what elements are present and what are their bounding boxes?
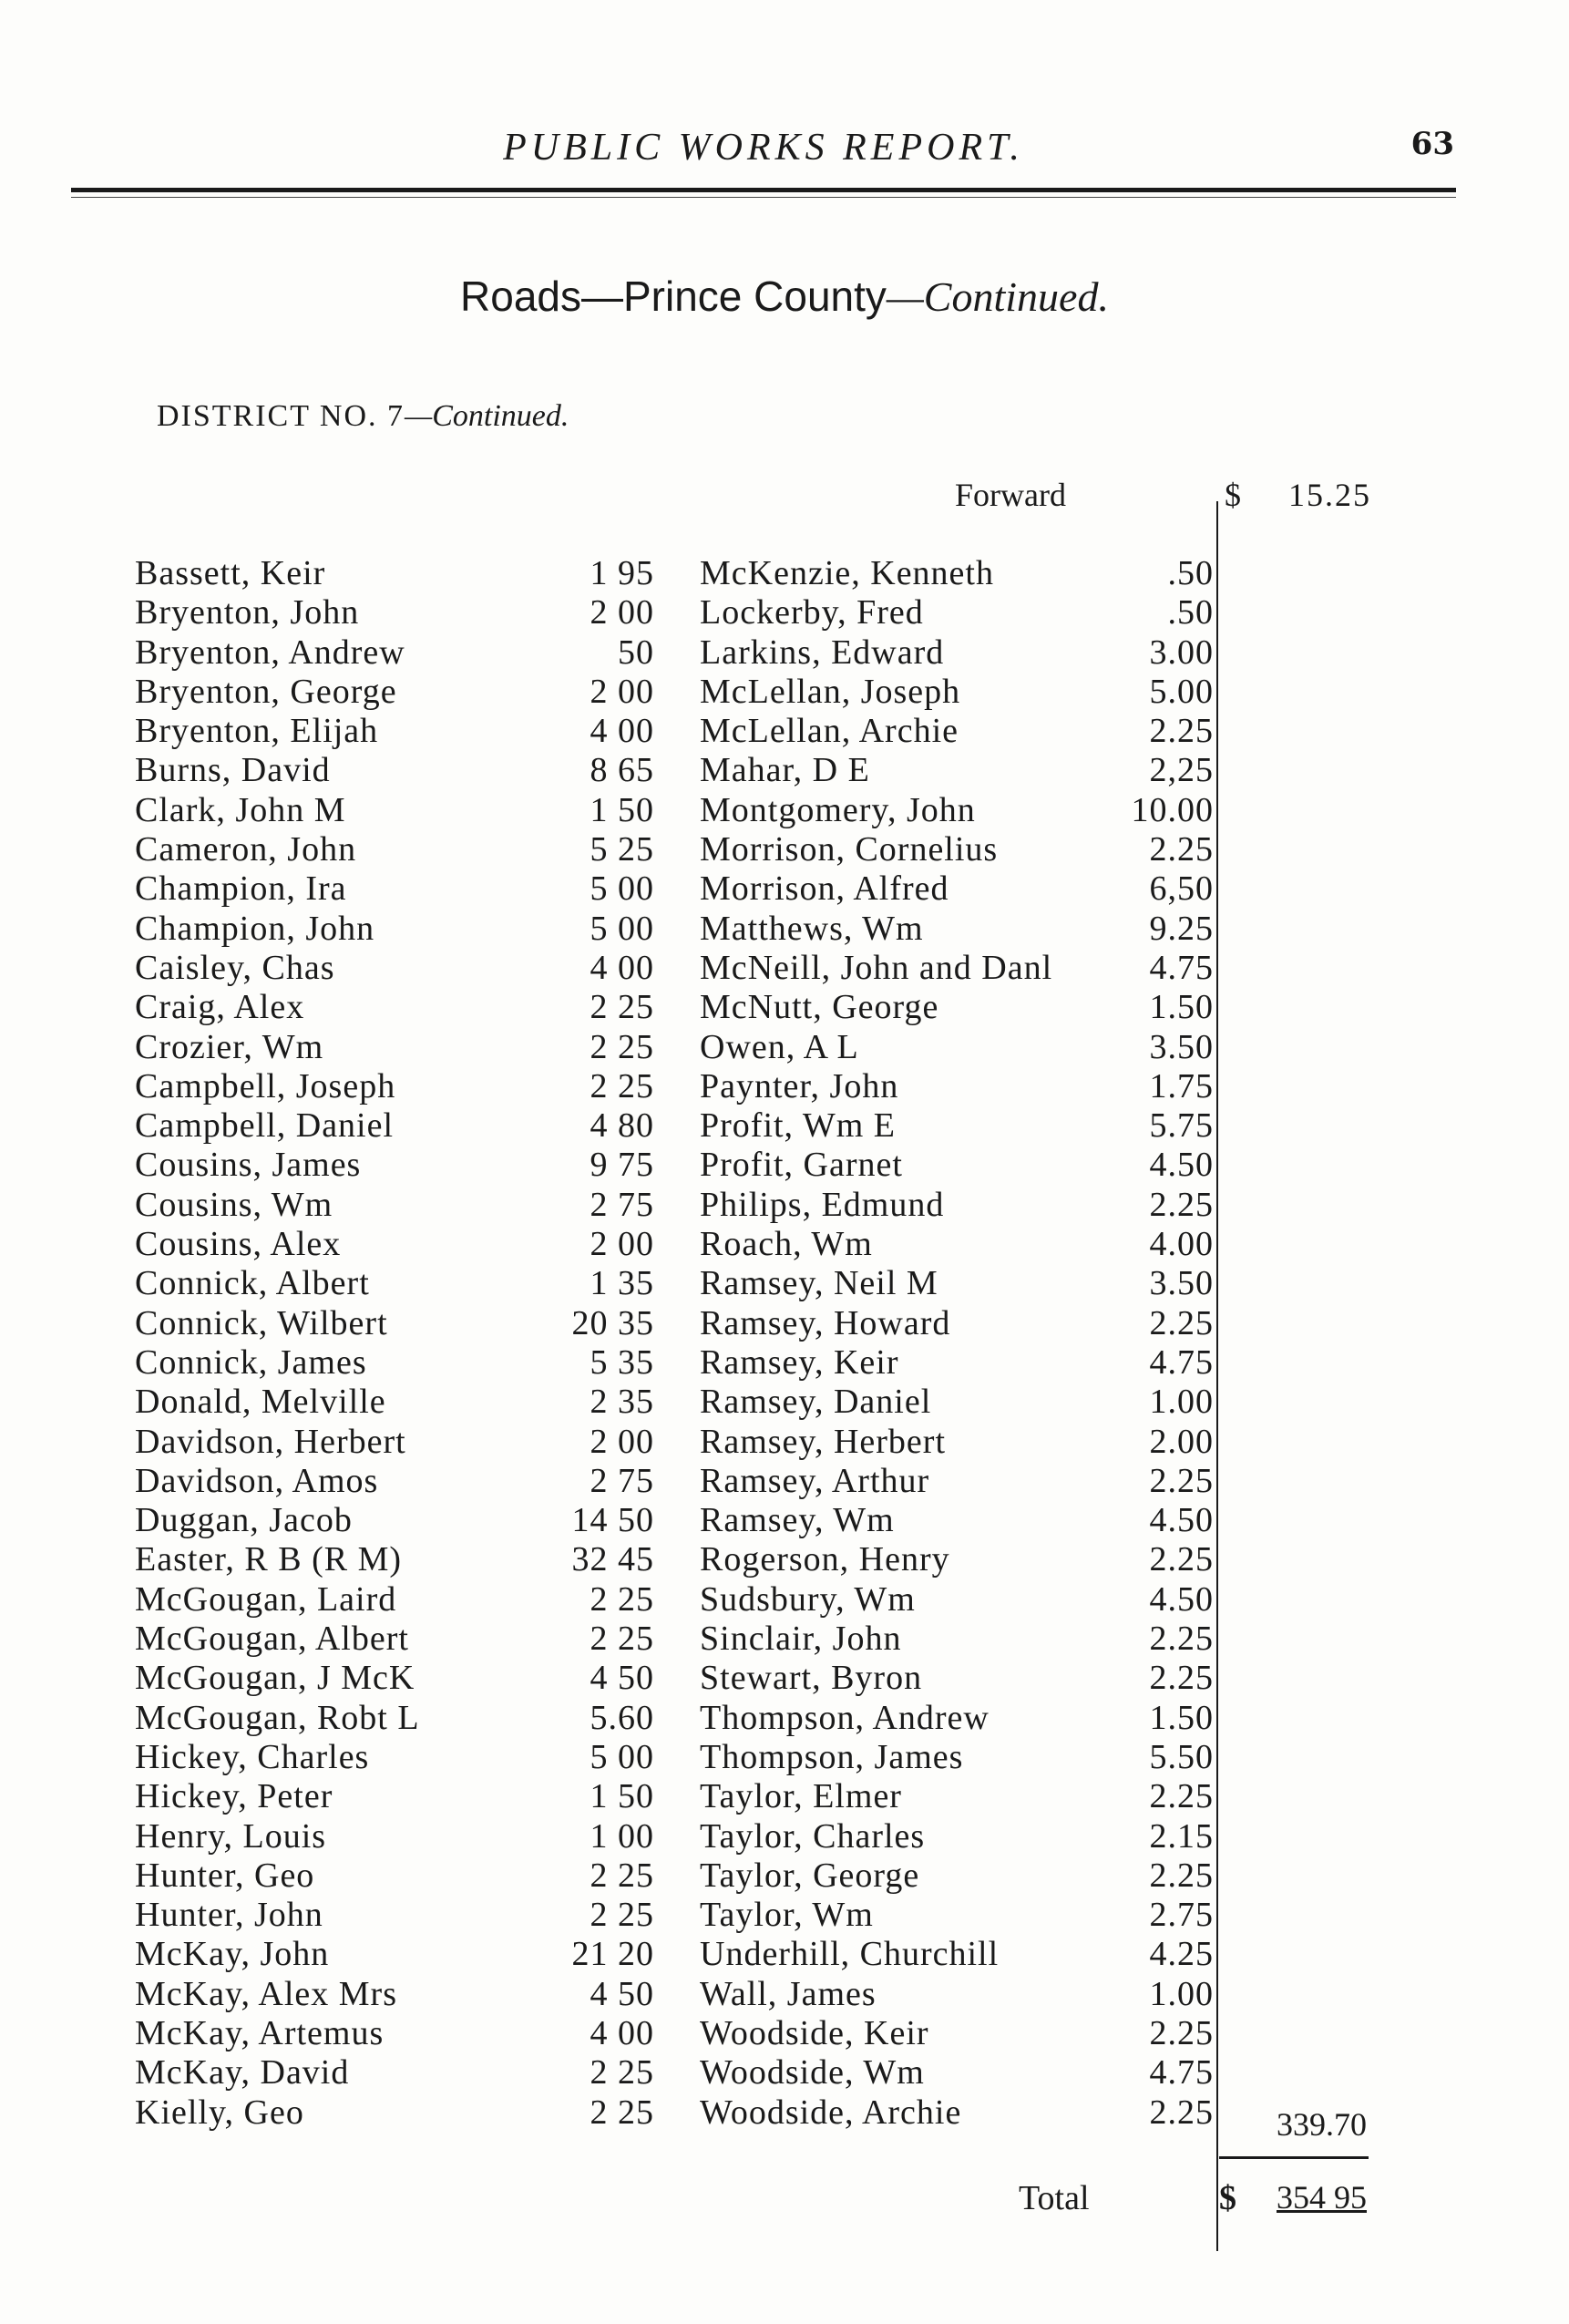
ledger-row bbox=[135, 2093, 654, 2133]
ledger-row bbox=[135, 1699, 654, 1738]
payee-name: Taylor, George bbox=[700, 1856, 920, 1895]
ledger-row bbox=[700, 1975, 1221, 2014]
payee-amount: 2 25 bbox=[590, 1620, 654, 1659]
payee-name: Cameron, John bbox=[135, 830, 357, 869]
payee-amount: 2 00 bbox=[590, 1422, 654, 1461]
payee-amount: 2.15 bbox=[1149, 1816, 1214, 1856]
payee-name: Philips, Edmund bbox=[700, 1185, 945, 1224]
section-title bbox=[0, 272, 1569, 321]
payee-amount: 9 75 bbox=[590, 1146, 654, 1185]
payee-amount: 2.25 bbox=[1149, 1620, 1214, 1659]
payee-name: Campbell, Joseph bbox=[135, 1066, 396, 1105]
payee-amount: 10.00 bbox=[1131, 790, 1214, 829]
payee-amount: 2.25 bbox=[1149, 1540, 1214, 1579]
ledger-row bbox=[700, 1580, 1221, 1620]
header-rule-thin bbox=[71, 197, 1456, 198]
ledger-row bbox=[700, 1896, 1221, 1935]
ledger-row bbox=[700, 1146, 1221, 1185]
ledger-row bbox=[135, 633, 654, 673]
ledger-row bbox=[700, 1225, 1221, 1264]
total-currency: $ bbox=[1219, 2179, 1236, 2217]
payee-name: Sinclair, John bbox=[700, 1620, 902, 1659]
forward-label: Forward bbox=[955, 477, 1066, 513]
payee-amount: 2 25 bbox=[590, 1856, 654, 1895]
payee-name: Easter, R B (R M) bbox=[135, 1540, 403, 1579]
ledger-row bbox=[135, 988, 654, 1027]
payee-amount: 2 25 bbox=[590, 1027, 654, 1066]
ledger-row bbox=[700, 593, 1221, 632]
payee-name: Paynter, John bbox=[700, 1066, 899, 1105]
report-title: PUBLIC WORKS REPORT. bbox=[503, 127, 1024, 169]
payee-amount: 4 00 bbox=[590, 2013, 654, 2052]
payee-amount: 4 00 bbox=[590, 948, 654, 987]
payee-name: Woodside, Archie bbox=[700, 2093, 962, 2132]
payee-name: Stewart, Byron bbox=[700, 1659, 923, 1698]
payee-name: Montgomery, John bbox=[700, 790, 976, 829]
section-title-main: Roads—Prince County bbox=[460, 273, 887, 320]
payee-name: Crozier, Wm bbox=[135, 1027, 324, 1066]
payee-name: McKenzie, Kenneth bbox=[700, 554, 994, 592]
ledger-row bbox=[700, 1501, 1221, 1540]
payee-amount: 2.25 bbox=[1149, 830, 1214, 869]
payee-amount: 2 25 bbox=[590, 988, 654, 1027]
ledger-row bbox=[700, 869, 1221, 909]
ledger-row bbox=[700, 1106, 1221, 1146]
payee-amount: 5.60 bbox=[590, 1698, 654, 1737]
ledger-row bbox=[700, 910, 1221, 949]
payee-name: Profit, Garnet bbox=[700, 1146, 903, 1185]
payee-amount: 1 95 bbox=[590, 554, 654, 592]
payee-name: Ramsey, Wm bbox=[700, 1501, 895, 1540]
ledger-row bbox=[700, 2093, 1221, 2133]
payee-name: McLellan, Archie bbox=[700, 712, 959, 751]
payee-name: Taylor, Charles bbox=[700, 1816, 926, 1856]
ledger-row bbox=[700, 1067, 1221, 1106]
ledger-row bbox=[135, 751, 654, 790]
ledger-row bbox=[135, 1777, 654, 1816]
payee-amount: 2.25 bbox=[1149, 1461, 1214, 1500]
ledger-row bbox=[135, 869, 654, 909]
payee-name: McGougan, Robt L bbox=[135, 1698, 420, 1737]
payee-amount: 3.00 bbox=[1149, 632, 1214, 672]
payee-name: McKay, John bbox=[135, 1935, 330, 1974]
payee-amount: 2.25 bbox=[1149, 712, 1214, 751]
payee-amount: 6,50 bbox=[1149, 869, 1214, 909]
payee-amount: 4 50 bbox=[590, 1659, 654, 1698]
ledger-row bbox=[135, 673, 654, 712]
payee-amount: 2.25 bbox=[1149, 1303, 1214, 1342]
payee-amount: 1.50 bbox=[1149, 988, 1214, 1027]
ledger-row bbox=[135, 1304, 654, 1343]
ledger-row bbox=[135, 1501, 654, 1540]
page-number: 63 bbox=[1410, 126, 1454, 162]
payee-name: Lockerby, Fred bbox=[700, 593, 924, 632]
ledger-row bbox=[700, 1738, 1221, 1777]
payee-name: Connick, Wilbert bbox=[135, 1303, 388, 1342]
payee-name: Hickey, Charles bbox=[135, 1737, 370, 1776]
ledger-row bbox=[135, 1975, 654, 2014]
payee-name: Roach, Wm bbox=[700, 1225, 873, 1264]
payee-name: Craig, Alex bbox=[135, 988, 305, 1027]
payee-amount: 2 35 bbox=[590, 1383, 654, 1422]
payee-amount: 1.00 bbox=[1149, 1974, 1214, 2013]
payee-amount: 5 00 bbox=[590, 1737, 654, 1776]
payee-amount: 4 50 bbox=[590, 1974, 654, 2013]
ledger-row bbox=[135, 1264, 654, 1303]
payee-amount: 14 50 bbox=[571, 1501, 654, 1540]
payee-name: Ramsey, Keir bbox=[700, 1342, 899, 1382]
payee-name: McKay, David bbox=[135, 2053, 350, 2093]
forward-value: 15.25 bbox=[1288, 477, 1371, 513]
payee-amount: 5 00 bbox=[590, 869, 654, 909]
ledger-row bbox=[700, 1540, 1221, 1579]
payee-name: Hickey, Peter bbox=[135, 1777, 333, 1816]
payee-name: Clark, John M bbox=[135, 790, 346, 829]
ledger-row bbox=[135, 1540, 654, 1579]
payee-amount: 2,25 bbox=[1149, 751, 1214, 790]
total-label: Total bbox=[1019, 2179, 1090, 2217]
ledger-row bbox=[700, 2014, 1221, 2053]
payee-name: Henry, Louis bbox=[135, 1816, 327, 1856]
ledger-row bbox=[135, 1738, 654, 1777]
ledger-row bbox=[135, 1620, 654, 1659]
payee-amount: 2.25 bbox=[1149, 1659, 1214, 1698]
ledger-row bbox=[135, 910, 654, 949]
payee-name: Davidson, Herbert bbox=[135, 1422, 406, 1461]
payee-amount: 4.50 bbox=[1149, 1501, 1214, 1540]
payee-name: McLellan, Joseph bbox=[700, 672, 961, 711]
ledger-row bbox=[700, 2053, 1221, 2093]
subtotal-value: 339.70 bbox=[1277, 2106, 1367, 2143]
payee-amount: 8 65 bbox=[590, 751, 654, 790]
ledger-row bbox=[135, 1146, 654, 1185]
payee-amount: 4.50 bbox=[1149, 1579, 1214, 1619]
ledger-row bbox=[135, 2053, 654, 2093]
ledger-row bbox=[135, 1067, 654, 1106]
payee-amount: 21 20 bbox=[571, 1935, 654, 1974]
ledger-row bbox=[700, 988, 1221, 1027]
ledger-row bbox=[700, 554, 1221, 593]
ledger-row bbox=[135, 1462, 654, 1501]
ledger-row bbox=[700, 673, 1221, 712]
ledger-row bbox=[700, 1423, 1221, 1462]
ledger-row bbox=[135, 554, 654, 593]
payee-amount: 2 25 bbox=[590, 1579, 654, 1619]
payee-name: Champion, John bbox=[135, 909, 375, 948]
payee-amount: 2 00 bbox=[590, 1225, 654, 1264]
district-label: DISTRICT NO. 7 bbox=[157, 399, 405, 433]
payee-name: Campbell, Daniel bbox=[135, 1106, 395, 1146]
payee-amount: 4 00 bbox=[590, 712, 654, 751]
ledger-row bbox=[135, 1935, 654, 1974]
ledger-row bbox=[700, 1817, 1221, 1856]
payee-name: McNeill, John and Danl bbox=[700, 948, 1053, 987]
payee-name: Burns, David bbox=[135, 751, 331, 790]
payee-name: Cousins, Alex bbox=[135, 1225, 342, 1264]
payee-amount: 4.75 bbox=[1149, 2053, 1214, 2093]
ledger-row bbox=[700, 1186, 1221, 1225]
payee-name: Ramsey, Howard bbox=[700, 1303, 951, 1342]
payee-name: Bryenton, Andrew bbox=[135, 632, 405, 672]
payee-amount: 2.25 bbox=[1149, 1856, 1214, 1895]
payee-amount: 2 25 bbox=[590, 2093, 654, 2132]
ledger-row bbox=[700, 633, 1221, 673]
payee-amount: 4.25 bbox=[1149, 1935, 1214, 1974]
payee-amount: 5.00 bbox=[1149, 672, 1214, 711]
ledger-row bbox=[135, 1659, 654, 1698]
payee-name: Connick, James bbox=[135, 1342, 367, 1382]
payee-name: Wall, James bbox=[700, 1974, 877, 2013]
forward-currency: $ bbox=[1225, 477, 1241, 513]
payee-name: Thompson, Andrew bbox=[700, 1698, 990, 1737]
payee-amount: 5.50 bbox=[1149, 1737, 1214, 1776]
payee-amount: 4.00 bbox=[1149, 1225, 1214, 1264]
payee-amount: 1 50 bbox=[590, 1777, 654, 1816]
ledger-row bbox=[700, 830, 1221, 869]
ledger-row bbox=[700, 1264, 1221, 1303]
payee-name: Bryenton, John bbox=[135, 593, 360, 632]
left-ledger-column bbox=[135, 554, 654, 2133]
ledger-row bbox=[135, 1580, 654, 1620]
ledger-row bbox=[135, 1028, 654, 1067]
payee-name: Donald, Melville bbox=[135, 1383, 386, 1422]
ledger-row bbox=[135, 949, 654, 988]
payee-amount: 2 00 bbox=[590, 672, 654, 711]
section-title-suffix: —Continued. bbox=[886, 273, 1109, 320]
ledger-row bbox=[700, 1343, 1221, 1383]
ledger-row bbox=[700, 712, 1221, 751]
payee-amount: 2 00 bbox=[590, 593, 654, 632]
payee-name: Sudsbury, Wm bbox=[700, 1579, 916, 1619]
ledger-row bbox=[700, 1856, 1221, 1896]
ledger-row bbox=[700, 1304, 1221, 1343]
payee-amount: 2.75 bbox=[1149, 1896, 1214, 1935]
ledger-row bbox=[135, 1186, 654, 1225]
payee-name: McGougan, Albert bbox=[135, 1620, 409, 1659]
payee-amount: 3.50 bbox=[1149, 1027, 1214, 1066]
ledger-row bbox=[135, 1225, 654, 1264]
payee-name: Rogerson, Henry bbox=[700, 1540, 950, 1579]
ledger-row bbox=[135, 1817, 654, 1856]
payee-amount: 2 75 bbox=[590, 1461, 654, 1500]
payee-name: Woodside, Keir bbox=[700, 2013, 929, 2052]
ledger-row bbox=[135, 830, 654, 869]
ledger-row bbox=[135, 712, 654, 751]
ledger-row bbox=[135, 1423, 654, 1462]
payee-name: Cousins, Wm bbox=[135, 1185, 333, 1224]
payee-name: Profit, Wm E bbox=[700, 1106, 897, 1146]
ledger-row bbox=[700, 751, 1221, 790]
payee-name: Morrison, Cornelius bbox=[700, 830, 999, 869]
ledger-row bbox=[700, 1028, 1221, 1067]
ledger-row bbox=[135, 1896, 654, 1935]
payee-amount: 4.75 bbox=[1149, 1342, 1214, 1382]
payee-name: Thompson, James bbox=[700, 1737, 964, 1776]
payee-amount: 2 25 bbox=[590, 1896, 654, 1935]
payee-amount: .50 bbox=[1167, 593, 1214, 632]
payee-name: Champion, Ira bbox=[135, 869, 347, 909]
payee-name: McKay, Artemus bbox=[135, 2013, 385, 2052]
payee-amount: 5.75 bbox=[1149, 1106, 1214, 1146]
payee-name: Bassett, Keir bbox=[135, 554, 326, 592]
ledger-row bbox=[700, 1383, 1221, 1422]
ledger-row bbox=[135, 1106, 654, 1146]
payee-name: Connick, Albert bbox=[135, 1264, 370, 1303]
payee-amount: 32 45 bbox=[571, 1540, 654, 1579]
payee-name: Ramsey, Arthur bbox=[700, 1461, 930, 1500]
total-value: 354 95 bbox=[1277, 2179, 1367, 2216]
ledger-row bbox=[700, 791, 1221, 830]
payee-name: Hunter, Geo bbox=[135, 1856, 315, 1895]
payee-name: Ramsey, Neil M bbox=[700, 1264, 938, 1303]
payee-name: Matthews, Wm bbox=[700, 909, 924, 948]
payee-name: McNutt, George bbox=[700, 988, 939, 1027]
header-rule bbox=[71, 188, 1456, 192]
payee-name: Taylor, Wm bbox=[700, 1896, 874, 1935]
payee-name: Ramsey, Herbert bbox=[700, 1422, 946, 1461]
ledger-row bbox=[700, 1699, 1221, 1738]
payee-amount: 1.00 bbox=[1149, 1383, 1214, 1422]
ledger-row bbox=[135, 1343, 654, 1383]
payee-name: Davidson, Amos bbox=[135, 1461, 379, 1500]
payee-amount: 50 bbox=[618, 632, 654, 672]
ledger-row bbox=[700, 1659, 1221, 1698]
payee-name: Duggan, Jacob bbox=[135, 1501, 353, 1540]
payee-amount: 4.50 bbox=[1149, 1146, 1214, 1185]
payee-amount: 2.25 bbox=[1149, 1185, 1214, 1224]
ledger-row bbox=[135, 1856, 654, 1896]
ledger-row bbox=[700, 1462, 1221, 1501]
payee-name: Mahar, D E bbox=[700, 751, 870, 790]
payee-name: Owen, A L bbox=[700, 1027, 859, 1066]
payee-amount: 4.75 bbox=[1149, 948, 1214, 987]
ledger-row bbox=[135, 593, 654, 632]
payee-name: McGougan, J McK bbox=[135, 1659, 415, 1698]
payee-amount: 5 00 bbox=[590, 909, 654, 948]
ledger-row bbox=[700, 1620, 1221, 1659]
payee-amount: 4 80 bbox=[590, 1106, 654, 1146]
payee-name: McGougan, Laird bbox=[135, 1579, 397, 1619]
payee-amount: 3.50 bbox=[1149, 1264, 1214, 1303]
payee-name: Bryenton, Elijah bbox=[135, 712, 379, 751]
payee-amount: 2.25 bbox=[1149, 2093, 1214, 2132]
district-suffix: —Continued. bbox=[405, 399, 569, 433]
payee-name: Morrison, Alfred bbox=[700, 869, 949, 909]
payee-name: McKay, Alex Mrs bbox=[135, 1974, 397, 2013]
payee-amount: 2.00 bbox=[1149, 1422, 1214, 1461]
ledger-row bbox=[700, 1777, 1221, 1816]
payee-amount: 1 35 bbox=[590, 1264, 654, 1303]
payee-amount: 2.25 bbox=[1149, 1777, 1214, 1816]
payee-name: Bryenton, George bbox=[135, 672, 397, 711]
payee-amount: 5 35 bbox=[590, 1342, 654, 1382]
payee-amount: .50 bbox=[1167, 554, 1214, 592]
payee-name: Hunter, John bbox=[135, 1896, 323, 1935]
payee-amount: 1 50 bbox=[590, 790, 654, 829]
payee-name: Taylor, Elmer bbox=[700, 1777, 902, 1816]
ledger-row bbox=[135, 791, 654, 830]
payee-name: Larkins, Edward bbox=[700, 632, 945, 672]
page-header bbox=[71, 117, 1456, 199]
payee-name: Woodside, Wm bbox=[700, 2053, 925, 2093]
payee-amount: 2.25 bbox=[1149, 2013, 1214, 2052]
payee-name: Ramsey, Daniel bbox=[700, 1383, 932, 1422]
ledger-row bbox=[700, 1935, 1221, 1974]
payee-name: Underhill, Churchill bbox=[700, 1935, 1000, 1974]
payee-amount: 9.25 bbox=[1149, 909, 1214, 948]
total-rule bbox=[1219, 2156, 1369, 2159]
payee-amount: 2 25 bbox=[590, 2053, 654, 2093]
payee-amount: 1.75 bbox=[1149, 1066, 1214, 1105]
payee-amount: 5 25 bbox=[590, 830, 654, 869]
payee-amount: 2 25 bbox=[590, 1066, 654, 1105]
payee-amount: 1 00 bbox=[590, 1816, 654, 1856]
district-heading bbox=[157, 399, 569, 434]
payee-name: Kielly, Geo bbox=[135, 2093, 304, 2132]
ledger-row bbox=[700, 949, 1221, 988]
payee-name: Cousins, James bbox=[135, 1146, 362, 1185]
ledger-row bbox=[135, 1383, 654, 1422]
ledger-row bbox=[135, 2014, 654, 2053]
payee-name: Caisley, Chas bbox=[135, 948, 335, 987]
payee-amount: 1.50 bbox=[1149, 1698, 1214, 1737]
right-ledger-column bbox=[700, 554, 1221, 2133]
payee-amount: 20 35 bbox=[571, 1303, 654, 1342]
payee-amount: 2 75 bbox=[590, 1185, 654, 1224]
